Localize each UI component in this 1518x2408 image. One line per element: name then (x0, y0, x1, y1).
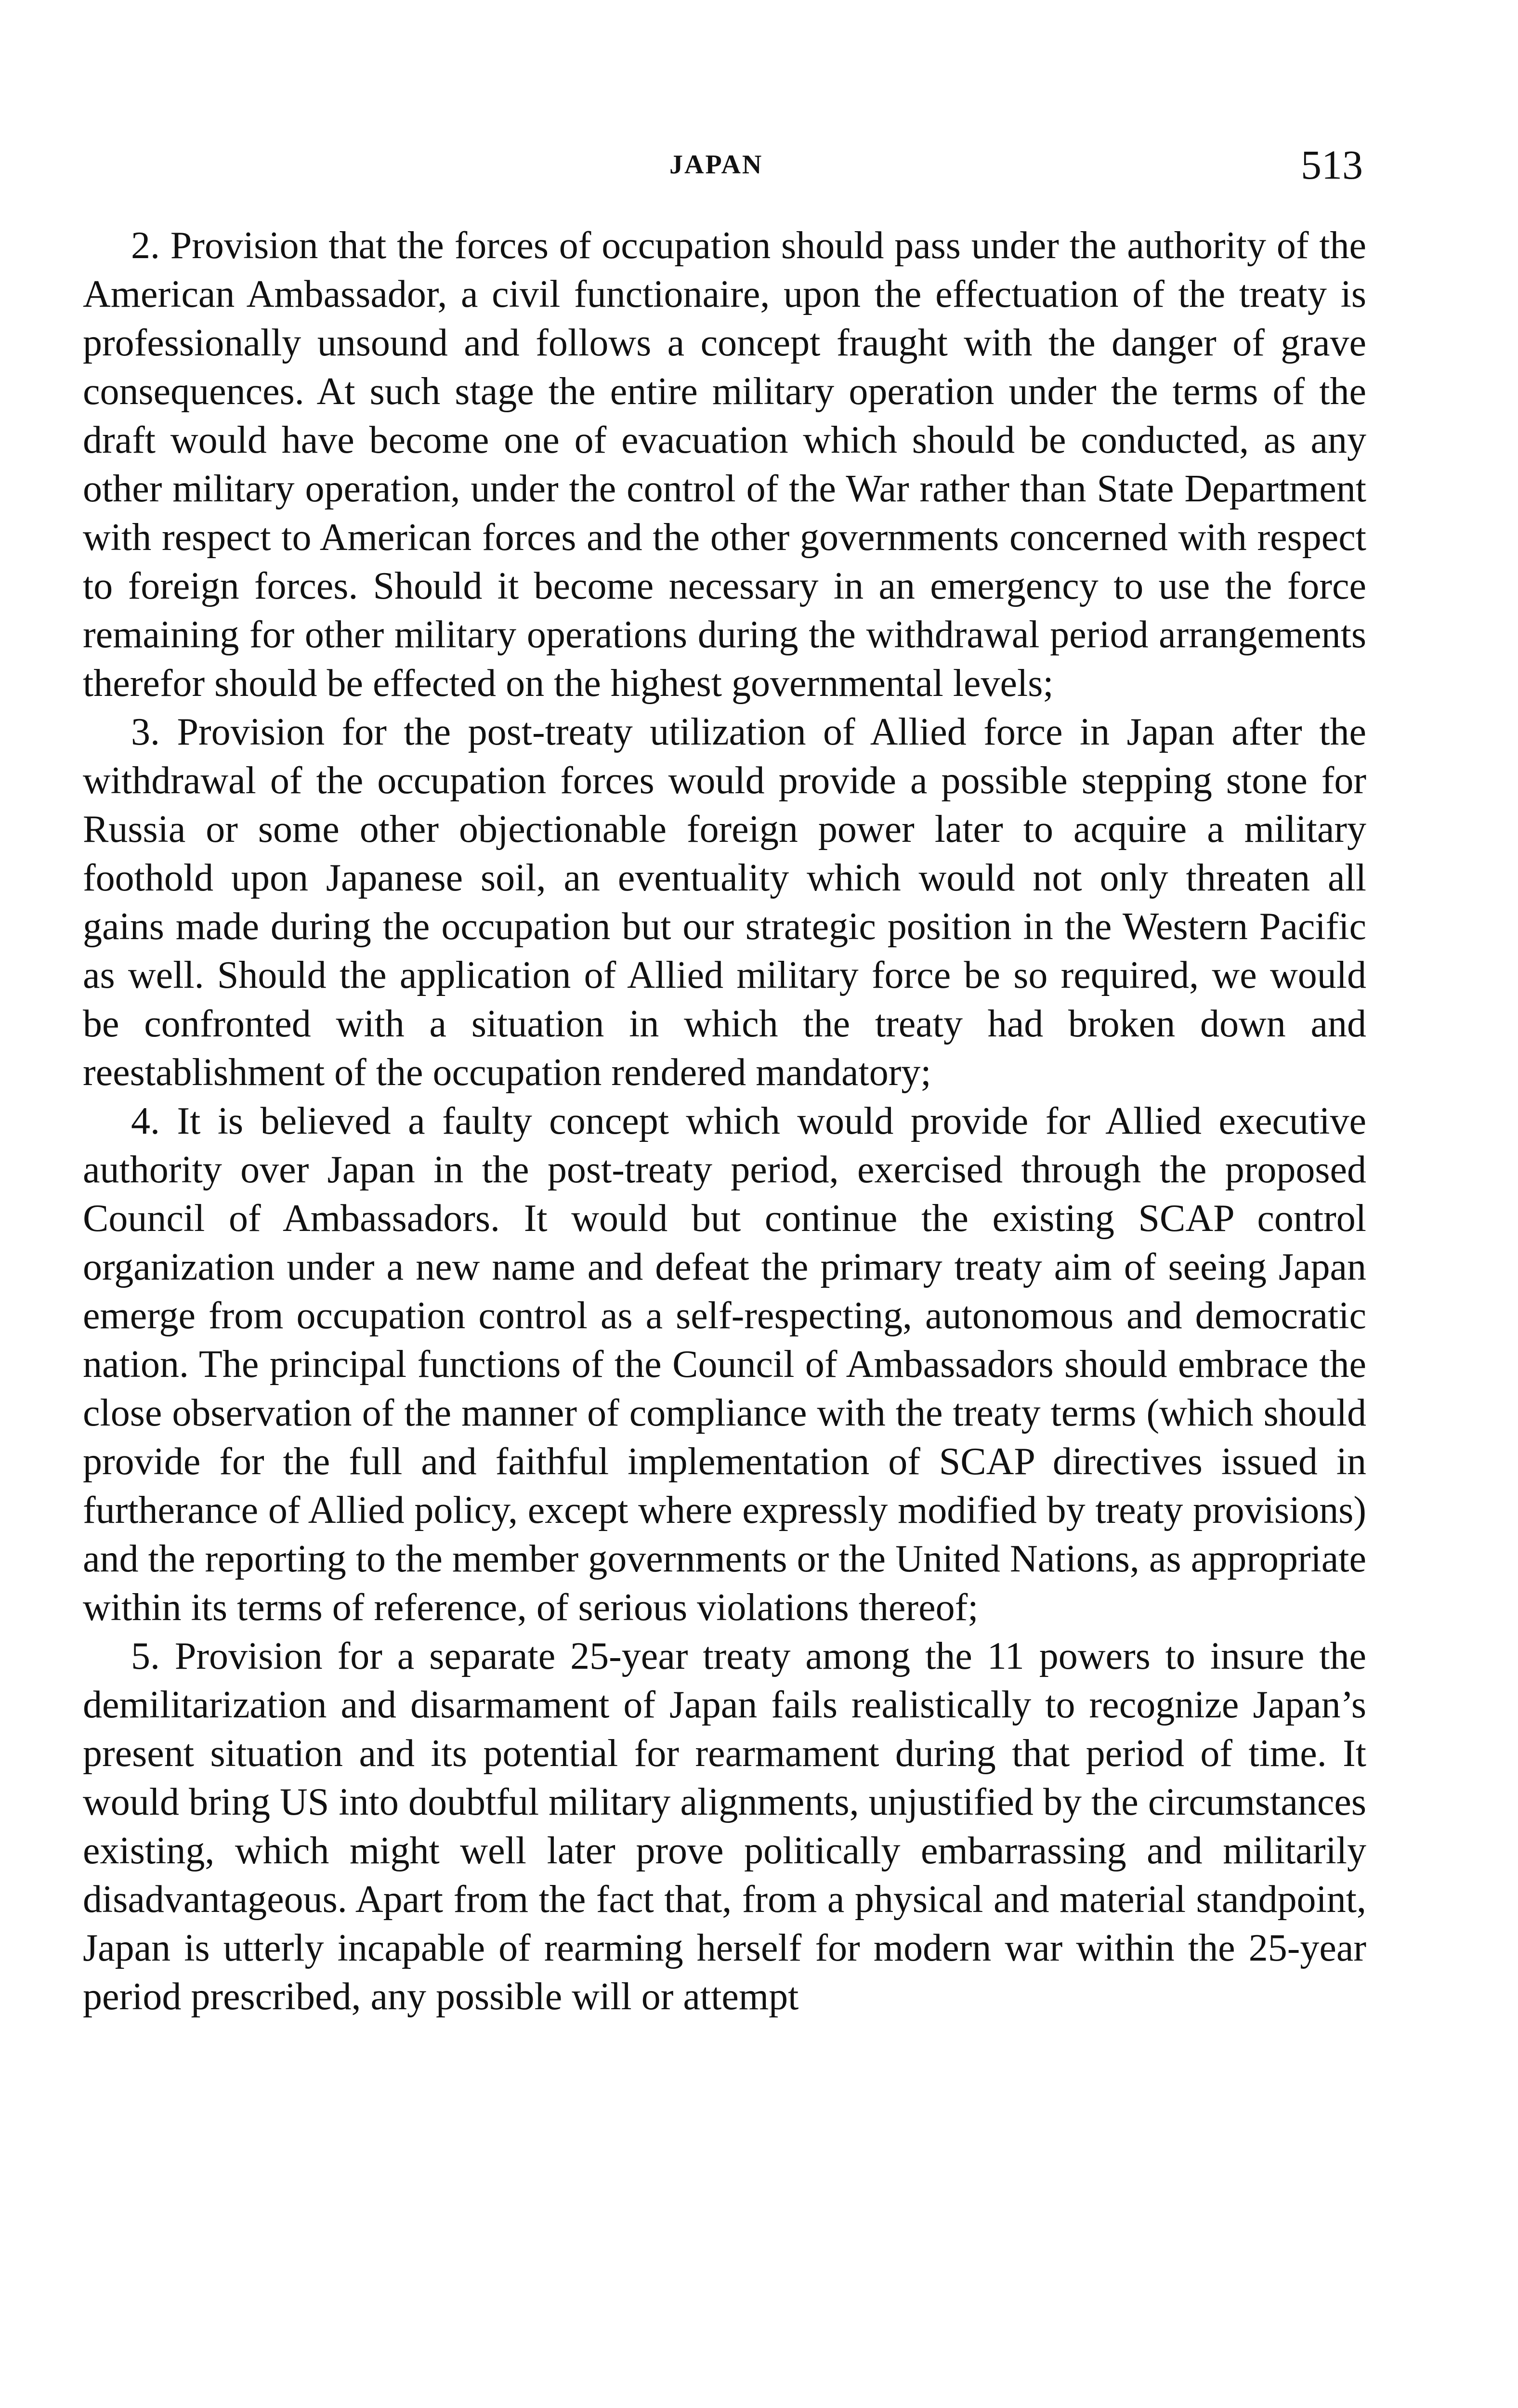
body-text (83, 222, 1366, 2021)
paragraph-item-3: 3. Provision for the post-treaty utilization of Allied force in Japan after the withdrawal of the occupation forces would provide a possible stepping stone for Russia or some other objectionable foreign power later to acquire a military foothold upon Japanese soil, an eventuality which would not only threaten all gains made during the occupation but our strategic position in the Western Pacific as well. Should the application of Allied military force be so required, we would be confronted with a situation in which the treaty had broken down and reestablishment of the occupation rendered mandatory; (83, 711, 1366, 1094)
running-header (0, 141, 1518, 189)
running-title: JAPAN (669, 150, 763, 180)
paragraph-item-2: 2. Provision that the forces of occupation should pass under the authority of the American Ambassador, a civil functionaire, upon the effectuation of the treaty is professionally unsound and follows a concept fraught with the danger of grave consequences. At such stage the entire military operation under the terms of the draft would have become one of evacuation which should be conducted, as any other military operation, under the control of the War rather than State Department with respect to American forces and the other governments concerned with respect to foreign forces. Should it become necessary in an emergency to use the force remaining for other military operations during the withdrawal period arrangements therefor should be effected on the highest governmental levels; (83, 224, 1366, 705)
paragraph-item-4: 4. It is believed a faulty concept which would provide for Allied executive authority over Japan in the post-treaty period, exercised through the proposed Council of Ambassadors. It would but continue the existing SCAP control organization under a new name and defeat the primary treaty aim of seeing Japan emerge from occupation control as a self-respecting, autonomous and democratic nation. The principal functions of the Council of Ambassadors should embrace the close observation of the manner of compliance with the treaty terms (which should provide for the full and faithful implementation of SCAP directives issued in furtherance of Allied policy, except where expressly modified by treaty provisions) and the reporting to the member governments or the United Nations, as appropriate within its terms of reference, of serious violations thereof; (83, 1100, 1366, 1629)
page-number: 513 (1301, 142, 1363, 188)
paragraph-item-5: 5. Provision for a separate 25-year treaty among the 11 powers to insure the demilitarization and disarmament of Japan fails realistically to recognize Japan’s present situation and its potential for rearmament during that period of time. It would bring US into doubtful military alignments, unjustified by the circumstances existing, which might well later prove politically embarrassing and militarily disadvantageous. Apart from the fact that, from a physical and material standpoint, Japan is utterly incapable of rearming herself for modern war within the 25-year period prescribed, any possible will or attempt (83, 1635, 1366, 2018)
